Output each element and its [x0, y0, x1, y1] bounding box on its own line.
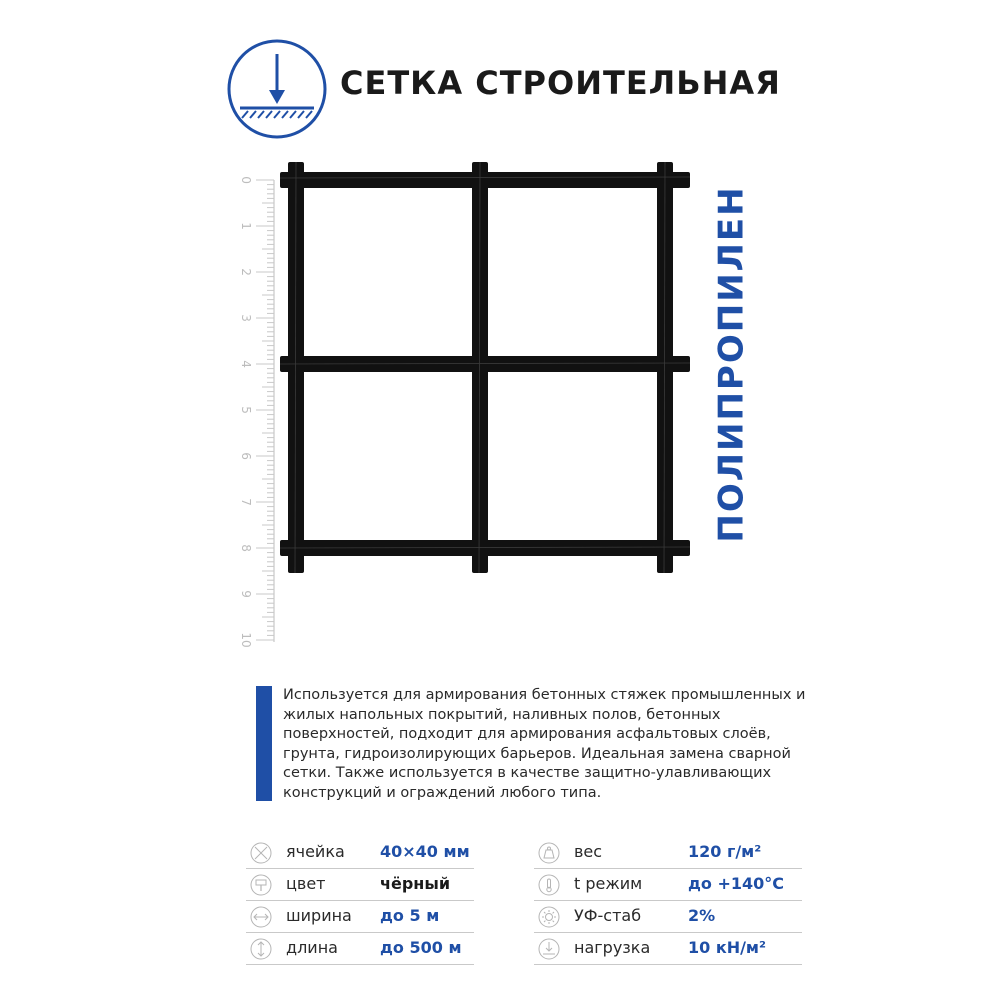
spec-value: 10 кН/м² — [688, 938, 767, 957]
length-arrow-icon — [250, 938, 272, 960]
spec-row-temperature — [534, 870, 802, 901]
spec-row-length — [246, 934, 474, 965]
ruler-label: 5 — [239, 406, 253, 414]
specs-table — [246, 838, 806, 966]
row-divider — [534, 932, 802, 933]
ruler-label: 0 — [239, 176, 253, 184]
weight-icon — [538, 842, 560, 864]
row-divider — [246, 932, 474, 933]
spec-label: вес — [574, 842, 603, 861]
down-arrow-to-ground-icon — [226, 38, 328, 140]
sun-uv-icon — [538, 906, 560, 928]
row-divider — [534, 964, 802, 965]
row-divider — [246, 868, 474, 869]
measurement-ruler — [226, 170, 281, 660]
spec-label: нагрузка — [574, 938, 651, 957]
spec-value: до +140°C — [688, 874, 785, 893]
cell-size-icon — [250, 842, 272, 864]
spec-label: длина — [286, 938, 338, 957]
paint-roller-icon — [250, 874, 272, 896]
ruler-label: 2 — [239, 268, 253, 276]
spec-row-uv — [534, 902, 802, 933]
spec-row-cell — [246, 838, 474, 869]
spec-value: до 500 м — [380, 938, 462, 957]
load-arrow-icon — [538, 938, 560, 960]
spec-value: 120 г/м² — [688, 842, 762, 861]
spec-label: УФ-стаб — [574, 906, 642, 925]
ruler-label: 6 — [239, 452, 253, 460]
spec-value: чёрный — [380, 874, 451, 893]
spec-label: ячейка — [286, 842, 345, 861]
ruler-label: 10 — [239, 632, 253, 648]
mesh-illustration — [280, 160, 690, 575]
spec-row-width — [246, 902, 474, 933]
description-text: Используется для армирования бетонных стяжек промышленных и жилых напольных покрытий, наливных полов, бетонных поверхностей, подходит для армирования асфальтовых слоёв, грунта, гидроизолирующих барьеров. Идеальная замена сварной сетки. Также используется в качестве защитно-улавливающих конструкций и ограждений любого типа. — [283, 687, 806, 801]
spec-label: цвет — [286, 874, 326, 893]
ruler-label: 3 — [239, 314, 253, 322]
width-arrow-icon — [250, 906, 272, 928]
thermometer-icon — [538, 874, 560, 896]
spec-label: ширина — [286, 906, 352, 925]
description-accent-bar — [256, 686, 272, 801]
row-divider — [534, 868, 802, 869]
ruler-label: 9 — [239, 590, 253, 598]
row-divider — [246, 900, 474, 901]
ruler-label: 7 — [239, 498, 253, 506]
spec-value: 40×40 мм — [380, 842, 470, 861]
spec-row-load — [534, 934, 802, 965]
ruler-label: 4 — [239, 360, 253, 368]
spec-value: до 5 м — [380, 906, 440, 925]
spec-row-color — [246, 870, 474, 901]
row-divider — [534, 900, 802, 901]
row-divider — [246, 964, 474, 965]
ruler-label: 1 — [239, 222, 253, 230]
spec-label: t режим — [574, 874, 643, 893]
material-text: ПОЛИПРОПИЛЕН — [712, 185, 753, 543]
spec-row-weight — [534, 838, 802, 869]
material-label — [706, 168, 758, 560]
spec-value: 2% — [688, 906, 716, 925]
page-title: СЕТКА СТРОИТЕЛЬНАЯ — [340, 64, 781, 102]
ruler-label: 8 — [239, 544, 253, 552]
